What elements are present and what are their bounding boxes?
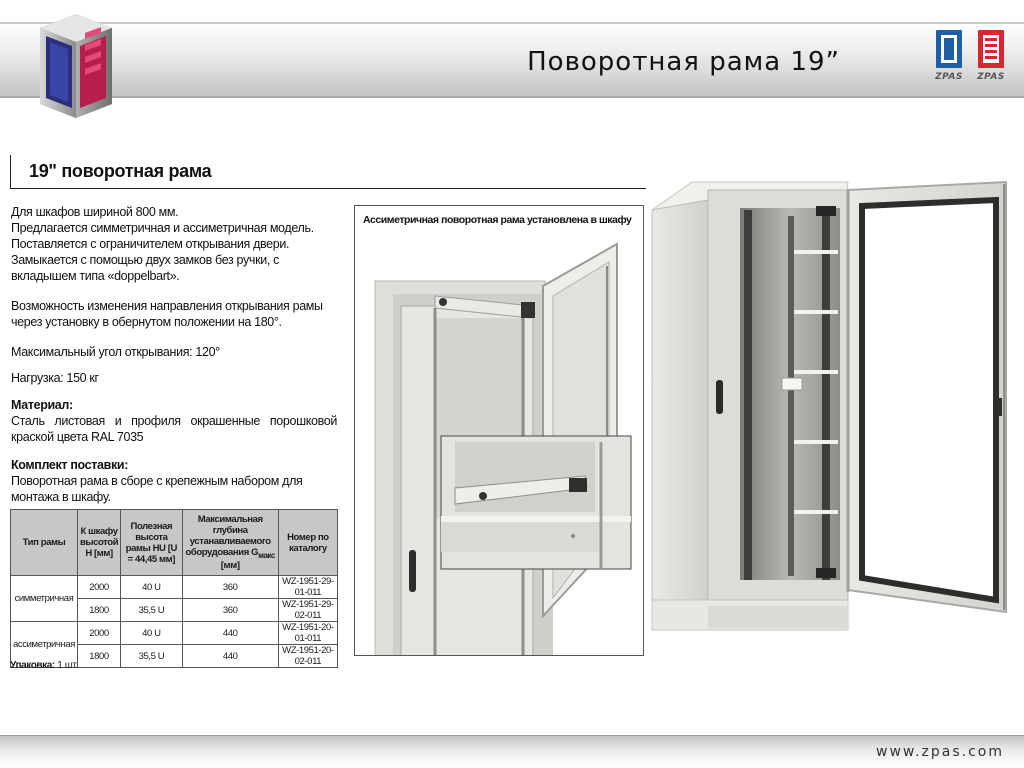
- depth-cell: 440: [182, 645, 278, 668]
- spec-locks: Замыкается с помощью двух замков без ручки, с вкладышем типа «doppelbart».: [11, 253, 279, 283]
- material-title: Материал:: [11, 398, 73, 412]
- spec-load: Нагрузка: 150 кг: [11, 371, 99, 385]
- height-cell: 1800: [77, 645, 120, 668]
- zpas-logo-red: [974, 28, 1008, 90]
- type-cell: ассиметричная: [11, 622, 78, 668]
- header-height: К шкафу высотой H [мм]: [77, 510, 120, 576]
- heading-rule: [10, 188, 646, 189]
- footer-bar: [0, 735, 1024, 768]
- spec-angle: Максимальный угол открывания: 120°: [11, 345, 220, 359]
- catalog-cell: WZ-1951-29-02-011: [278, 599, 337, 622]
- spec-intro: Для шкафов шириной 800 мм.: [11, 205, 179, 219]
- header-bar: [0, 22, 1024, 98]
- table-header-row: [11, 510, 338, 576]
- heading-accent-line: [10, 155, 11, 189]
- installed-frame-photo: [354, 205, 644, 656]
- brand-word: ZPAS: [977, 72, 1005, 82]
- spec-direction: Возможность изменения направления открывания рамы через установку в обернутом положении на 180°.: [11, 299, 323, 329]
- height-cell: 2000: [77, 622, 120, 645]
- header-depth: Максимальная глубина устанавливаемого оборудования $G_{макс}$ [мм]: [182, 510, 278, 576]
- document-heading: 19" поворотная рама: [29, 161, 212, 181]
- slide-title: Поворотная рама 19”: [527, 47, 840, 77]
- zpas-red-cabinet-icon: [976, 28, 1006, 70]
- useful-cell: 35,5 U: [121, 599, 182, 622]
- zpas-blue-cabinet-icon: [934, 28, 964, 70]
- useful-cell: 40 U: [121, 576, 182, 599]
- material-text: Сталь листовая и профиля окрашенные порошковой краской цвета RAL 7035: [11, 414, 337, 444]
- depth-cell: 360: [182, 576, 278, 599]
- header-type: Тип рамы: [11, 510, 78, 576]
- kit-title: Комплект поставки:: [11, 458, 129, 472]
- useful-cell: 40 U: [121, 622, 182, 645]
- height-cell: 1800: [77, 599, 120, 622]
- header-useful: Полезная высота рамы HU [U = 44,45 мм]: [121, 510, 182, 576]
- depth-cell: 360: [182, 599, 278, 622]
- cabinet-photo: [648, 160, 1024, 634]
- table-row: [11, 622, 338, 645]
- packaging-line: Упаковка: 1 шт.: [10, 660, 78, 671]
- type-cell: симметричная: [11, 576, 78, 622]
- depth-cell: 440: [182, 622, 278, 645]
- cube-logo-icon: [38, 12, 114, 120]
- spec-models: Предлагается симметричная и ассиметричная модель.: [11, 221, 314, 235]
- height-cell: 2000: [77, 576, 120, 599]
- footer-website-link[interactable]: www.zpas.com: [876, 744, 1004, 760]
- catalog-cell: WZ-1951-29-01-011: [278, 576, 337, 599]
- spec-limiter: Поставляется с ограничителем открывания двери.: [11, 237, 290, 251]
- spec-table: [10, 509, 338, 668]
- installed-frame-illustration: [355, 206, 644, 656]
- table-row: [11, 576, 338, 599]
- catalog-cell: WZ-1951-20-01-011: [278, 622, 337, 645]
- useful-cell: 35,5 U: [121, 645, 182, 668]
- header-catalog: Номер по каталогу: [278, 510, 337, 576]
- kit-text: Поворотная рама в сборе с крепежным набором для монтажа в шкафу.: [11, 474, 303, 504]
- photo-caption: Ассиметричная поворотная рама установлена в шкафу: [363, 214, 632, 226]
- brand-word: ZPAS: [935, 72, 963, 82]
- zpas-logo-blue: [932, 28, 966, 90]
- catalog-cell: WZ-1951-20-02-011: [278, 645, 337, 668]
